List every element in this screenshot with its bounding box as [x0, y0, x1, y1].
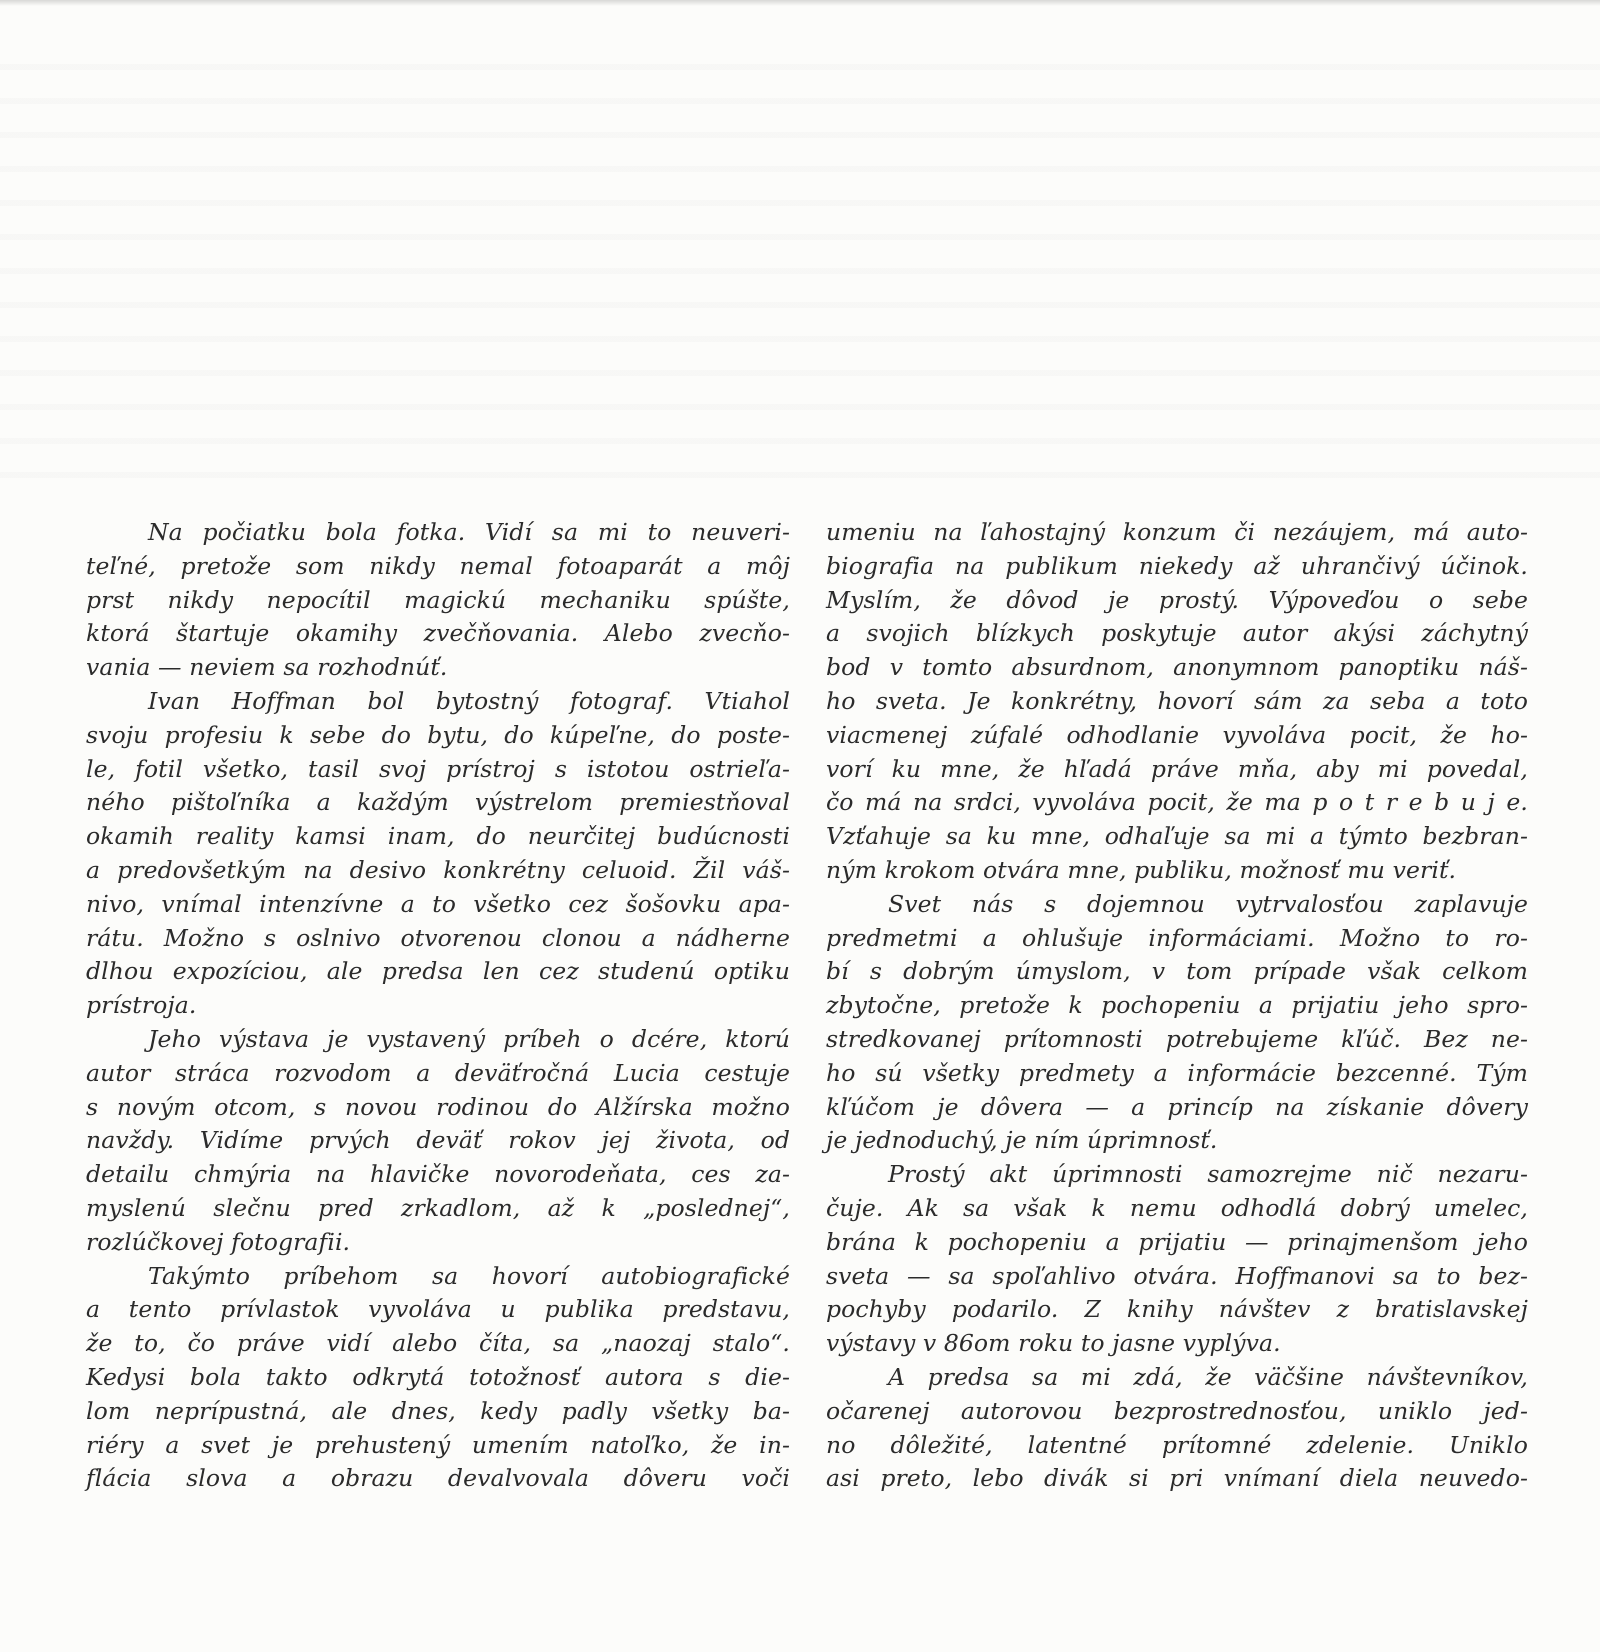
text-line: Prostý akt úprimnosti samozrejme nič nezaru- [888, 1160, 1528, 1189]
text-line: kľúčom je dôvera — a princíp na získanie dôvery [826, 1092, 1528, 1121]
text-line: pochyby podarilo. Z knihy návštev z bratislavskej [826, 1295, 1528, 1324]
scan-edge [0, 0, 1600, 6]
text-line: ho sveta. Je konkrétny, hovorí sám za seba a toto [826, 686, 1528, 715]
paragraph [826, 516, 1528, 888]
text-line: okamih reality kamsi inam, do neurčitej budúcnosti [86, 822, 790, 851]
paragraph [86, 516, 790, 685]
paragraph [86, 685, 790, 1023]
text-line: ného pištoľníka a každým výstrelom premiestňoval [86, 788, 790, 817]
text-line: Kedysi bola takto odkrytá totožnosť autora s die- [86, 1362, 790, 1391]
text-line: le, fotil všetko, tasil svoj prístroj s istotou ostrieľa- [86, 754, 790, 783]
text-line: Myslím, že dôvod je prostý. Výpoveďou o sebe [826, 585, 1528, 614]
text-line: a tento prívlastok vyvoláva u publika predstavu, [86, 1295, 790, 1324]
text-line: brána k pochopeniu a prijatiu — prinajmenšom jeho [826, 1227, 1528, 1256]
text-line: riéry a svet je prehustený umením natoľko, že in- [86, 1430, 790, 1459]
text-line: ktorá štartuje okamihy zvečňovania. Alebo zvecňo- [86, 619, 790, 648]
text-line: biografia na publikum niekedy až uhrančivý účinok. [826, 551, 1528, 580]
text-line: bod v tomto absurdnom, anonymnom panoptiku náš- [826, 653, 1528, 682]
paragraph [826, 1361, 1528, 1496]
text-line: vorí ku mne, že hľadá práve mňa, aby mi povedal, [826, 754, 1528, 783]
text-line: čuje. Ak sa však k nemu odhodlá dobrý umelec, [826, 1193, 1528, 1222]
text-line: ho sú všetky predmety a informácie bezcenné. Tým [826, 1058, 1528, 1087]
text-line: teľné, pretože som nikdy nemal fotoaparát a môj [86, 551, 790, 580]
text-line: výstavy v 86om roku to jasne vyplýva. [826, 1329, 1281, 1358]
text-line: navždy. Vidíme prvých deväť rokov jej života, od [86, 1126, 790, 1155]
text-line: Na počiatku bola fotka. Vidí sa mi to neuveri- [148, 518, 790, 546]
text-line: viacmenej zúfalé odhodlanie vyvoláva pocit, že ho- [826, 720, 1528, 749]
text-line: lom neprípustná, ale dnes, kedy padly všetky ba- [86, 1396, 790, 1425]
text-line: Vzťahuje sa ku mne, odhaľuje sa mi a týmto bezbran- [826, 822, 1528, 851]
text-line: predmetmi a ohlušuje informáciami. Možno to ro- [826, 923, 1528, 952]
text-line: Svet nás s dojemnou vytrvalosťou zaplavuje [888, 889, 1528, 918]
text-line: flácia slova a obrazu devalvovala dôveru voči [86, 1464, 790, 1493]
text-line: bí s dobrým úmyslom, v tom prípade však celkom [826, 957, 1528, 986]
paragraph [826, 888, 1528, 1158]
text-line: Jeho výstava je vystavený príbeh o dcére, ktorú [148, 1024, 790, 1053]
text-line: A predsa sa mi zdá, že väčšine návštevníkov, [888, 1362, 1528, 1391]
paragraph [86, 1023, 790, 1260]
text-line: ným krokom otvára mne, publiku, možnosť mu veriť. [826, 855, 1457, 884]
text-line: rátu. Možno s oslnivo otvorenou clonou a nádherne [86, 923, 790, 952]
text-line: je jednoduchý, je ním úprimnosť. [826, 1126, 1218, 1155]
text-line: umeniu na ľahostajný konzum či nezáujem, má auto- [826, 518, 1528, 546]
text-line: dlhou expozíciou, ale predsa len cez studenú optiku [86, 957, 790, 986]
text-line: a predovšetkým na desivo konkrétny celuoid. Žil váš- [86, 855, 790, 884]
text-line: čo má na srdci, vyvoláva pocit, že ma p o t r e b u j e. [826, 788, 1528, 817]
text-line: vania — neviem sa rozhodnúť. [86, 653, 448, 682]
show-through-area [0, 40, 1600, 480]
text-line: rozlúčkovej fotografii. [86, 1227, 351, 1256]
text-line: asi preto, lebo divák si pri vnímaní diela neuvedo- [826, 1464, 1528, 1493]
text-line: očarenej autorovou bezprostrednosťou, uniklo jed- [826, 1396, 1528, 1425]
text-line: svoju profesiu k sebe do bytu, do kúpeľne, do poste- [86, 720, 790, 749]
text-line: zbytočne, pretože k pochopeniu a prijatiu jeho spro- [826, 991, 1528, 1020]
text-line: s novým otcom, s novou rodinou do Alžírska možno [86, 1092, 790, 1121]
text-line: autor stráca rozvodom a deväťročná Lucia cestuje [86, 1058, 790, 1087]
paragraph [86, 1260, 790, 1497]
text-line: Ivan Hoffman bol bytostný fotograf. Vtiahol [148, 686, 790, 715]
text-line: no dôležité, latentné prítomné zdelenie. Uniklo [826, 1430, 1528, 1459]
text-line: že to, čo práve vidí alebo číta, sa „naozaj stalo“. [86, 1329, 790, 1358]
text-line: prst nikdy nepocítil magickú mechaniku spúšte, [86, 585, 790, 614]
paragraph [826, 1158, 1528, 1361]
text-line: a svojich blízkych poskytuje autor akýsi záchytný [826, 619, 1528, 648]
text-line: stredkovanej prítomnosti potrebujeme kľúč. Bez ne- [826, 1024, 1528, 1053]
text-line: detailu chmýria na hlavičke novorodeňata, ces za- [86, 1160, 790, 1189]
text-line: prístroja. [86, 991, 197, 1020]
right-text-column [826, 516, 1528, 1496]
text-line: Takýmto príbehom sa hovorí autobiografické [148, 1261, 790, 1290]
left-text-column [86, 516, 790, 1496]
text-line: nivo, vnímal intenzívne a to všetko cez šošovku apa- [86, 889, 790, 918]
text-line: myslenú slečnu pred zrkadlom, až k „poslednej“, [86, 1193, 790, 1222]
text-line: sveta — sa spoľahlivo otvára. Hoffmanovi sa to bez- [826, 1261, 1528, 1290]
